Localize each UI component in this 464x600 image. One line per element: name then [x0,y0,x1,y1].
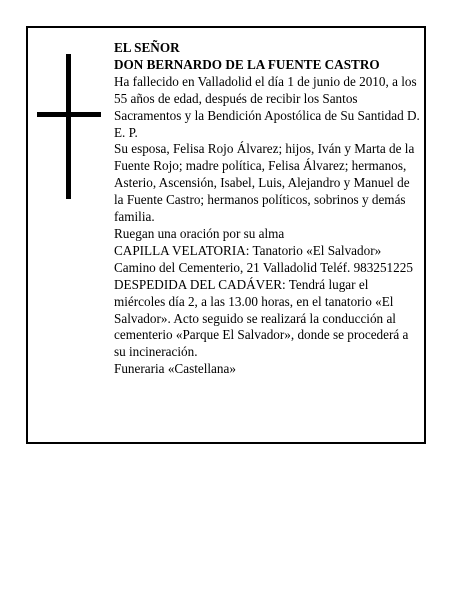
cross-horizontal-bar [37,112,101,117]
prayer-request: Ruegan una oración por su alma [114,225,285,241]
cross-icon [37,54,101,199]
death-paragraph: Ha fallecido en Valladolid el día 1 de junio de 2010, a los 55 años de edad, después de recibir los Santos Sacramentos y la Bendición Apostólica de Su Santidad D. E. P. [114,73,420,140]
family-paragraph: Su esposa, Felisa Rojo Álvarez; hijos, Iván y Marta de la Fuente Rojo; madre política, Felisa Álvarez; hermanos, Asterio, Ascensión, Isabel, Luis, Alejandro y Manuel de la Fuente Castro; hermanos políticos, sobrinos y demás familia. [114,141,415,225]
funeral-home: Funeraria «Castellana» [114,361,236,377]
obituary-notice [26,26,426,444]
farewell-info: DESPEDIDA DEL CADÁVER: Tendrá lugar el miércoles día 2, a las 13.00 horas, en el tanatorio «El Salvador». Acto seguido se realizará la conducción al cementerio «Parque El Salvador», donde se procederá a su incineración. [114,276,409,360]
notice-text [114,40,422,378]
cross-vertical-bar [66,54,71,199]
chapel-info: CAPILLA VELATORIA: Tanatorio «El Salvador» Camino del Cementerio, 21 Valladolid Teléf. 983251225 [114,242,413,275]
notice-title-line1: EL SEÑOR [114,40,180,55]
deceased-name: DON BERNARDO DE LA FUENTE CASTRO [114,56,380,72]
